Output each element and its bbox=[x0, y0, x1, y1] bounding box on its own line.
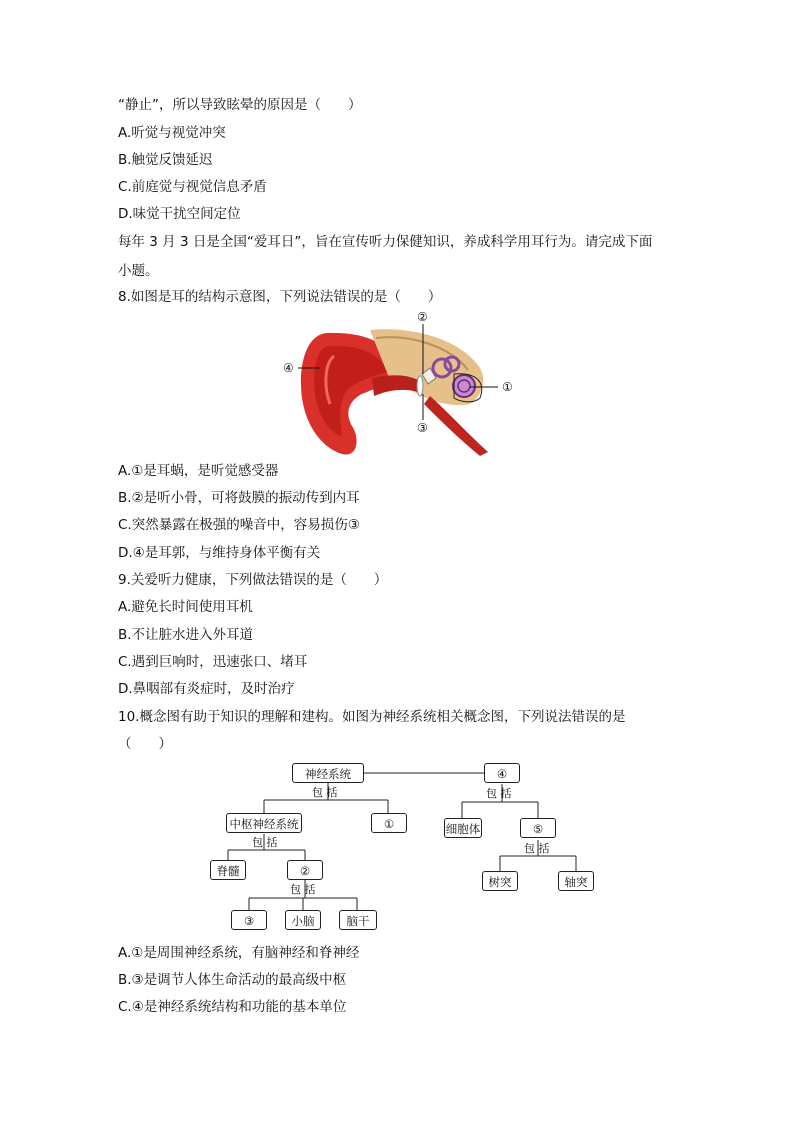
q10-stem: 10.概念图有助于知识的理解和建构。如图为神经系统相关概念图，下列说法错误的是 bbox=[118, 709, 626, 725]
ear-label-4: ④ bbox=[283, 361, 294, 375]
q9-stem: 9.关爱听力健康，下列做法错误的是（ ） bbox=[118, 572, 388, 588]
intro-line-1: 每年 3 月 3 日是全国“爱耳日”，旨在宣传听力保健知识，养成科学用耳行为。请完成下面 bbox=[118, 234, 653, 250]
q9-option-a: A.避免长时间使用耳机 bbox=[118, 599, 253, 615]
node-5: ⑤ bbox=[520, 818, 556, 838]
include-label-central: 包 括 bbox=[252, 836, 278, 849]
q7-option-a: A.听觉与视觉冲突 bbox=[118, 125, 226, 141]
node-cerebellum: 小脑 bbox=[285, 910, 321, 930]
intro-line-2: 小题。 bbox=[118, 263, 159, 279]
ear-label-2: ② bbox=[417, 310, 428, 324]
q10-option-b: B.③是调节人体生命活动的最高级中枢 bbox=[118, 972, 347, 988]
ear-label-1: ① bbox=[502, 380, 513, 394]
node-central-nervous-system: 中枢神经系统 bbox=[226, 813, 302, 833]
q7-stem-end: “静止”，所以导致眩晕的原因是（ ） bbox=[118, 97, 362, 113]
q8-option-c: C.突然暴露在极强的噪音中，容易损伤③ bbox=[118, 517, 360, 533]
include-label-root: 包 括 bbox=[312, 786, 338, 799]
ear-illustration bbox=[280, 308, 520, 458]
node-cell-body: 细胞体 bbox=[444, 818, 482, 838]
q10-stem-bracket: （ ） bbox=[118, 736, 172, 752]
q8-option-a: A.①是耳蜗，是听觉感受器 bbox=[118, 463, 279, 479]
q8-option-b: B.②是听小骨，可将鼓膜的振动传到内耳 bbox=[118, 490, 360, 506]
node-nervous-system: 神经系统 bbox=[292, 763, 364, 783]
ear-structure-figure bbox=[280, 308, 520, 458]
include-label-n5: 包 括 bbox=[524, 842, 550, 855]
q9-option-b: B.不让脏水进入外耳道 bbox=[118, 627, 254, 643]
q8-option-d: D.④是耳郭，与维持身体平衡有关 bbox=[118, 545, 321, 561]
node-3: ③ bbox=[231, 910, 267, 930]
include-label-n2: 包 括 bbox=[290, 883, 316, 896]
node-spinal-cord: 脊髓 bbox=[210, 860, 246, 880]
q7-option-c: C.前庭觉与视觉信息矛盾 bbox=[118, 179, 267, 195]
node-brainstem: 脑干 bbox=[339, 910, 377, 930]
node-2: ② bbox=[287, 860, 323, 880]
ear-label-3: ③ bbox=[417, 421, 428, 435]
q10-option-a: A.①是周围神经系统，有脑神经和脊神经 bbox=[118, 945, 360, 961]
q7-option-b: B.触觉反馈延迟 bbox=[118, 152, 213, 168]
q9-option-d: D.鼻咽部有炎症时，及时治疗 bbox=[118, 681, 295, 697]
node-1: ① bbox=[371, 813, 407, 833]
q9-option-c: C.遇到巨响时，迅速张口、堵耳 bbox=[118, 654, 308, 670]
node-axon: 轴突 bbox=[558, 871, 594, 891]
include-label-n4: 包 括 bbox=[486, 787, 512, 800]
node-4: ④ bbox=[484, 763, 520, 783]
q7-option-d: D.味觉干扰空间定位 bbox=[118, 206, 241, 222]
node-dendrite: 树突 bbox=[482, 871, 518, 891]
q10-option-c: C.④是神经系统结构和功能的基本单位 bbox=[118, 999, 347, 1015]
q8-stem: 8.如图是耳的结构示意图，下列说法错误的是（ ） bbox=[118, 289, 442, 305]
